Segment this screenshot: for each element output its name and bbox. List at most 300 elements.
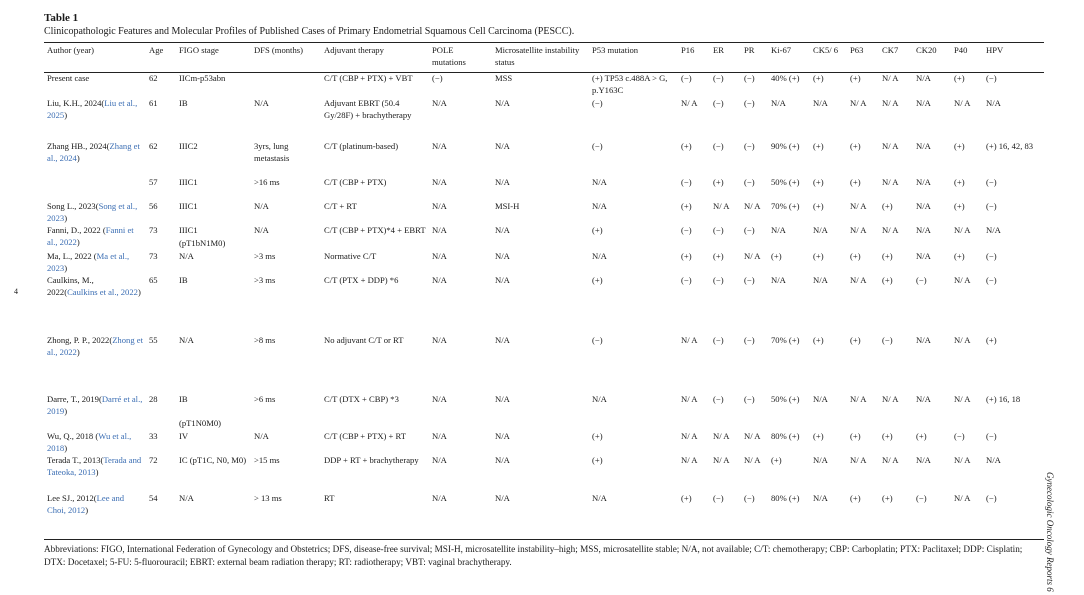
column-header: P40 [954,45,968,55]
dfs-cell: >6 ms [254,394,276,404]
hpv-cell: (−) [986,431,997,441]
figo-stage-cell: IB [179,394,188,404]
age-cell: 65 [149,275,158,285]
ck20-cell: (−) [916,493,927,503]
pr-cell: N/ A [744,431,761,441]
ck7-cell: N/ A [882,141,899,151]
pole-cell: N/A [432,493,447,503]
p16-cell: (+) [681,201,692,211]
citation-link[interactable]: Ma et al., 2023 [47,251,130,273]
column-header: CK7 [882,45,899,55]
ki67-cell: 50% (+) [771,177,800,187]
msi-cell: N/A [495,394,510,404]
p53-cell: (+) [592,455,603,465]
ck56-cell: N/A [813,98,828,108]
p40-cell: N/ A [954,455,971,465]
dfs-cell: N/A [254,98,269,108]
author-name: Liu, K.H., 2024( [47,98,105,108]
figo-stage-cell: IIIC1 [179,225,198,235]
ki67-cell: 70% (+) [771,335,800,345]
p63-cell: (+) [850,141,861,151]
figo-stage-cell: IIIC1 [179,177,198,187]
ki67-cell: 40% (+) [771,73,800,83]
citation-close-paren: ) [76,152,80,163]
msi-cell: N/A [495,335,510,345]
pole-cell: N/A [432,275,447,285]
p63-cell: N/ A [850,394,867,404]
adjuvant-therapy-cell: C/T (CBP + PTX) + RT [324,431,406,441]
p63-cell: (+) [850,177,861,187]
table-row [44,250,1084,274]
citation-close-paren: ) [64,405,68,416]
ck20-cell: N/A [916,251,931,261]
er-cell: N/ A [713,455,730,465]
pole-cell: N/A [432,335,447,345]
page-number: 4 [14,287,18,296]
ck56-cell: N/A [813,455,828,465]
column-header: POLE mutations [432,45,466,67]
author-cell [44,334,146,393]
p40-cell: N/ A [954,493,971,503]
author-cell [44,454,146,492]
adjuvant-therapy-cell: C/T (DTX + CBP) *3 [324,394,399,404]
citation-close-paren: ) [64,262,68,273]
p63-cell: (+) [850,431,861,441]
author-cell [44,140,146,176]
p53-cell: (−) [592,141,603,151]
adjuvant-therapy-cell: No adjuvant C/T or RT [324,335,404,345]
pole-cell: N/A [432,225,447,235]
pr-cell: (−) [744,394,755,404]
hpv-cell: (−) [986,275,997,285]
column-header: Adjuvant therapy [324,45,384,55]
p16-cell: N/ A [681,455,698,465]
author-cell [44,274,146,334]
figo-stage-cell: IC (pT1C, N0, M0) [179,455,247,465]
hpv-cell: (−) [986,177,997,187]
author-cell [44,393,146,430]
p16-cell: N/ A [681,335,698,345]
pr-cell: N/ A [744,201,761,211]
figo-pathologic-stage: (pT1N0M0) [179,418,222,428]
author-cell [44,430,146,454]
ck56-cell: (+) [813,141,824,151]
ki67-cell: N/A [771,275,786,285]
citation-close-paren: ) [76,346,80,357]
table-row [44,454,1084,492]
p40-cell: (+) [954,141,965,151]
p40-cell: N/ A [954,275,971,285]
msi-cell: MSS [495,73,513,83]
hpv-cell: (−) [986,493,997,503]
p53-cell: N/A [592,493,607,503]
ck20-cell: N/A [916,394,931,404]
dfs-cell: N/A [254,201,269,211]
p40-cell: (+) [954,251,965,261]
table-bottom-rule [44,539,1044,540]
p16-cell: N/ A [681,98,698,108]
ck20-cell: (+) [916,431,927,441]
p63-cell: N/ A [850,455,867,465]
citation-link[interactable]: Wu et al., 2018 [47,431,132,453]
adjuvant-therapy-cell: C/T + RT [324,201,357,211]
ck7-cell: N/ A [882,98,899,108]
citation-link[interactable]: Caulkins et al., 2022 [67,286,138,297]
ck7-cell: N/ A [882,177,899,187]
p53-cell: (+) [592,225,603,235]
citation-close-paren: ) [95,466,99,477]
dfs-cell: >8 ms [254,335,276,345]
citation-close-paren: ) [85,504,89,515]
pr-cell: (−) [744,177,755,187]
table-row [44,176,1084,200]
author-cell [44,176,146,200]
p63-cell: N/ A [850,225,867,235]
table-row [44,430,1084,454]
p40-cell: N/ A [954,98,971,108]
msi-cell: N/A [495,225,510,235]
pole-cell: N/A [432,431,447,441]
ki67-cell: 90% (+) [771,141,800,151]
ck7-cell: N/ A [882,225,899,235]
pole-cell: N/A [432,177,447,187]
citation-link[interactable]: Lee and Choi, 2012 [47,493,125,515]
p40-cell: (+) [954,177,965,187]
ck7-cell: (−) [882,335,893,345]
author-name: Present case [47,73,90,83]
column-header: ER [713,45,724,55]
ck7-cell: N/ A [882,394,899,404]
dfs-cell: N/A [254,431,269,441]
table-row [44,334,1084,393]
adjuvant-therapy-cell: C/T (CBP + PTX)*4 + EBRT [324,225,426,235]
author-cell [44,72,146,97]
author-name: Zhang HB., 2024( [47,141,110,151]
column-header: FIGO stage [179,45,219,55]
age-cell: 73 [149,251,158,261]
author-name: Caulkins, M., 2022( [47,275,94,297]
age-cell: 54 [149,493,158,503]
dfs-cell: 3yrs, lung metastasis [254,141,290,163]
adjuvant-therapy-cell: C/T (PTX + DDP) *6 [324,275,399,285]
figo-stage-cell [176,238,251,274]
p63-cell: (+) [850,73,861,83]
author-cell [44,250,146,274]
ck56-cell: N/A [813,394,828,404]
table-row [44,97,1084,140]
age-cell: 62 [149,141,158,151]
figo-stage-cell: IIIC1 [179,201,198,211]
author-cell [44,224,146,250]
er-cell: N/ A [713,201,730,211]
ck56-cell: N/A [813,275,828,285]
ck56-cell: (+) [813,201,824,211]
ck7-cell: (+) [882,431,893,441]
table-title: Table 1 [44,12,79,24]
p53-cell: (+) TP53 c.488A > G, p.Y163C [592,73,668,95]
p53-cell: N/A [592,251,607,261]
p16-cell: (+) [681,141,692,151]
citation-link[interactable]: Darré et al., 2019 [47,394,143,416]
adjuvant-therapy-cell: Adjuvant EBRT (50.4 Gy/28F) + brachytherapy [324,98,412,120]
er-cell: (−) [713,98,724,108]
p16-cell: (+) [681,493,692,503]
adjuvant-therapy-cell: C/T (platinum-based) [324,141,399,151]
pr-cell: (−) [744,225,755,235]
column-header: HPV [986,45,1004,55]
age-cell: 57 [149,177,158,187]
p63-cell: (+) [850,493,861,503]
column-header: Age [149,45,164,55]
p63-cell: N/ A [850,201,867,211]
age-cell: 56 [149,201,158,211]
p16-cell: (−) [681,275,692,285]
ck7-cell: N/ A [882,455,899,465]
er-cell: (−) [713,493,724,503]
pole-cell: N/A [432,455,447,465]
msi-cell: N/A [495,275,510,285]
dfs-cell [251,72,321,97]
p40-cell: (+) [954,73,965,83]
ck56-cell: (+) [813,251,824,261]
column-header: CK20 [916,45,937,55]
ki67-cell: 50% (+) [771,394,800,404]
table-caption: Clinicopathologic Features and Molecular Profiles of Published Cases of Primary Endometrial Squamous Cell Carcinoma (PESCC). [44,26,575,37]
age-cell: 28 [149,394,158,404]
citation-link[interactable]: Zhong et al., 2022 [47,335,143,357]
hpv-cell: (−) [986,201,997,211]
p40-cell: (−) [954,431,965,441]
ck7-cell: (+) [882,275,893,285]
dfs-cell: >3 ms [254,275,276,285]
msi-cell: MSI-H [495,201,520,211]
ck20-cell: N/A [916,141,931,151]
table-row [44,492,1084,518]
p53-cell: (−) [592,335,603,345]
er-cell: (−) [713,275,724,285]
pr-cell: (−) [744,493,755,503]
ck20-cell: N/A [916,455,931,465]
msi-cell: N/A [495,455,510,465]
author-cell [44,200,146,224]
ck56-cell: (+) [813,73,824,83]
ck56-cell: (+) [813,431,824,441]
p53-cell: (+) [592,275,603,285]
p40-cell: (+) [954,201,965,211]
citation-close-paren: ) [64,109,68,120]
age-cell: 72 [149,455,158,465]
column-header: Author (year) [47,45,95,55]
hpv-cell: (+) 16, 18 [986,394,1021,404]
pr-cell: (−) [744,335,755,345]
hpv-cell: (+) [986,335,997,345]
citation-link[interactable]: Zhang et al., 2024 [47,141,140,163]
column-header: DFS (months) [254,45,303,55]
figo-stage-cell: IB [179,98,188,108]
msi-cell: N/A [495,98,510,108]
citation-link[interactable]: Song et al., 2023 [47,201,138,223]
dfs-cell: N/A [254,225,269,235]
author-name: Wu, Q., 2018 ( [47,431,99,441]
er-cell: (+) [713,177,724,187]
p40-cell: N/ A [954,225,971,235]
msi-cell: N/A [495,177,510,187]
p53-cell: (−) [592,98,603,108]
figo-stage-cell: N/A [179,493,194,503]
figo-stage-value: N/A [179,251,194,261]
hpv-cell: (−) [986,73,997,83]
column-header: P16 [681,45,695,55]
hpv-cell: (−) [986,251,997,261]
pr-cell: N/ A [744,455,761,465]
column-header: P53 mutation [592,45,639,55]
citation-link[interactable]: Terada and Tateoka, 2013 [47,455,142,477]
citation-close-paren: ) [64,442,68,453]
ck56-cell: N/A [813,225,828,235]
pole-cell: N/A [432,141,447,151]
p53-cell: N/A [592,177,607,187]
author-name: Darre, T., 2019( [47,394,102,404]
figo-stage-cell: IIIC2 [179,141,198,151]
adjuvant-therapy-cell: C/T (CBP + PTX) [324,177,387,187]
p40-cell: N/ A [954,335,971,345]
hpv-cell: N/A [986,225,1001,235]
msi-cell: N/A [495,141,510,151]
pole-cell: N/A [432,251,447,261]
hpv-cell: N/A [986,98,1001,108]
hpv-cell: (+) 16, 42, 83 [986,141,1034,151]
p40-cell: N/ A [954,394,971,404]
figo-stage-cell: N/A [179,335,194,345]
author-name: Zhong, P. P., 2022( [47,335,113,345]
adjuvant-therapy-cell: RT [324,493,335,503]
pole-cell: (−) [432,73,443,83]
pescc-table [44,44,1084,518]
journal-side-label: Gynecologic Oncology Reports 6 [1045,472,1055,592]
er-cell: (−) [713,394,724,404]
ck7-cell: (+) [882,201,893,211]
er-cell: (+) [713,251,724,261]
figo-stage-cell: IICm-p53abn [179,73,226,83]
ki67-cell: 80% (+) [771,431,800,441]
author-name: Ma, L., 2022 ( [47,251,97,261]
p16-cell: (+) [681,251,692,261]
er-cell: (−) [713,141,724,151]
age-cell: 33 [149,431,158,441]
ck20-cell: N/A [916,335,931,345]
adjuvant-therapy-cell: DDP + RT + brachytherapy [324,455,419,465]
p63-cell: N/ A [850,98,867,108]
p63-cell: (+) [850,251,861,261]
p63-cell: (+) [850,335,861,345]
dfs-cell: >15 ms [254,455,280,465]
age-cell: 73 [149,225,158,235]
column-header: CK5/ 6 [813,45,839,55]
author-name: Song L., 2023( [47,201,99,211]
figo-stage-value: IV [179,431,189,441]
er-cell: (−) [713,335,724,345]
er-cell: N/ A [713,431,730,441]
pr-cell: (−) [744,275,755,285]
table-row [44,200,1084,224]
ck7-cell: (+) [882,493,893,503]
ki67-cell: (+) [771,455,782,465]
pr-cell: (−) [744,98,755,108]
citation-link[interactable]: Fanni et al., 2022 [47,225,134,247]
adjuvant-therapy-cell: C/T (CBP + PTX) + VBT [324,73,413,83]
ki67-cell: 70% (+) [771,201,800,211]
ck56-cell: (+) [813,177,824,187]
column-header: Ki-67 [771,45,792,55]
ki67-cell: N/A [771,225,786,235]
p16-cell: (−) [681,177,692,187]
dfs-cell: >3 ms [254,251,276,261]
ck56-cell: N/A [813,493,828,503]
p16-cell: (−) [681,225,692,235]
ck7-cell: N/ A [882,73,899,83]
citation-close-paren: ) [76,236,80,247]
figo-stage-cell [176,418,251,454]
ck20-cell: (−) [916,275,927,285]
table-body [44,72,1084,518]
column-header: P63 [850,45,864,55]
er-cell: (−) [713,73,724,83]
p53-cell: N/A [592,394,607,404]
citation-link[interactable]: Liu et al., 2025 [47,98,138,120]
er-cell: (−) [713,225,724,235]
p16-cell: N/ A [681,431,698,441]
ck7-cell: (+) [882,251,893,261]
p16-cell: (−) [681,73,692,83]
author-cell [44,492,146,518]
msi-cell: N/A [495,431,510,441]
p16-cell: N/ A [681,394,698,404]
ck20-cell: N/A [916,201,931,211]
pr-cell: N/ A [744,251,761,261]
table-row [44,72,1084,97]
ck20-cell: N/A [916,73,931,83]
ki67-cell: (+) [771,251,782,261]
age-cell: 62 [149,73,158,83]
ck20-cell: N/A [916,98,931,108]
ck56-cell: (+) [813,335,824,345]
column-header: Microsatellite instability status [495,45,580,67]
pole-cell: N/A [432,98,447,108]
p63-cell: N/ A [850,275,867,285]
table-row [44,274,1084,334]
table-row [44,140,1084,176]
dfs-cell: > 13 ms [254,493,282,503]
adjuvant-therapy-cell: Normative C/T [324,251,377,261]
ck20-cell: N/A [916,225,931,235]
figo-pathologic-stage: (pT1bN1M0) [179,238,226,248]
author-name: Fanni, D., 2022 ( [47,225,106,235]
pr-cell: (−) [744,73,755,83]
pole-cell: N/A [432,201,447,211]
age-cell: 61 [149,98,158,108]
column-header: PR [744,45,755,55]
msi-cell: N/A [495,493,510,503]
author-cell [44,97,146,140]
ki67-cell: 80% (+) [771,493,800,503]
msi-cell: N/A [495,251,510,261]
dfs-cell: >16 ms [254,177,280,187]
ki67-cell: N/A [771,98,786,108]
table-top-rule [44,42,1044,43]
table-footnote-abbreviations: Abbreviations: FIGO, International Federation of Gynecology and Obstetrics; DFS, disease-free survival; MSI-H, microsatellite instability–high; MSS, microsatellite stable; N/A, not available; C/T: chemotherapy; CBP: Carboplatin; PTX: Paclitaxel; DDP: Cisplatin; DTX: Docetaxel; 5-FU: 5-fluorouracil; EBRT: external beam radiation therapy; RT: radiotherapy; VBT: vaginal brachytherapy. [44,544,1023,567]
ck20-cell: N/A [916,177,931,187]
citation-close-paren: ) [64,212,68,223]
